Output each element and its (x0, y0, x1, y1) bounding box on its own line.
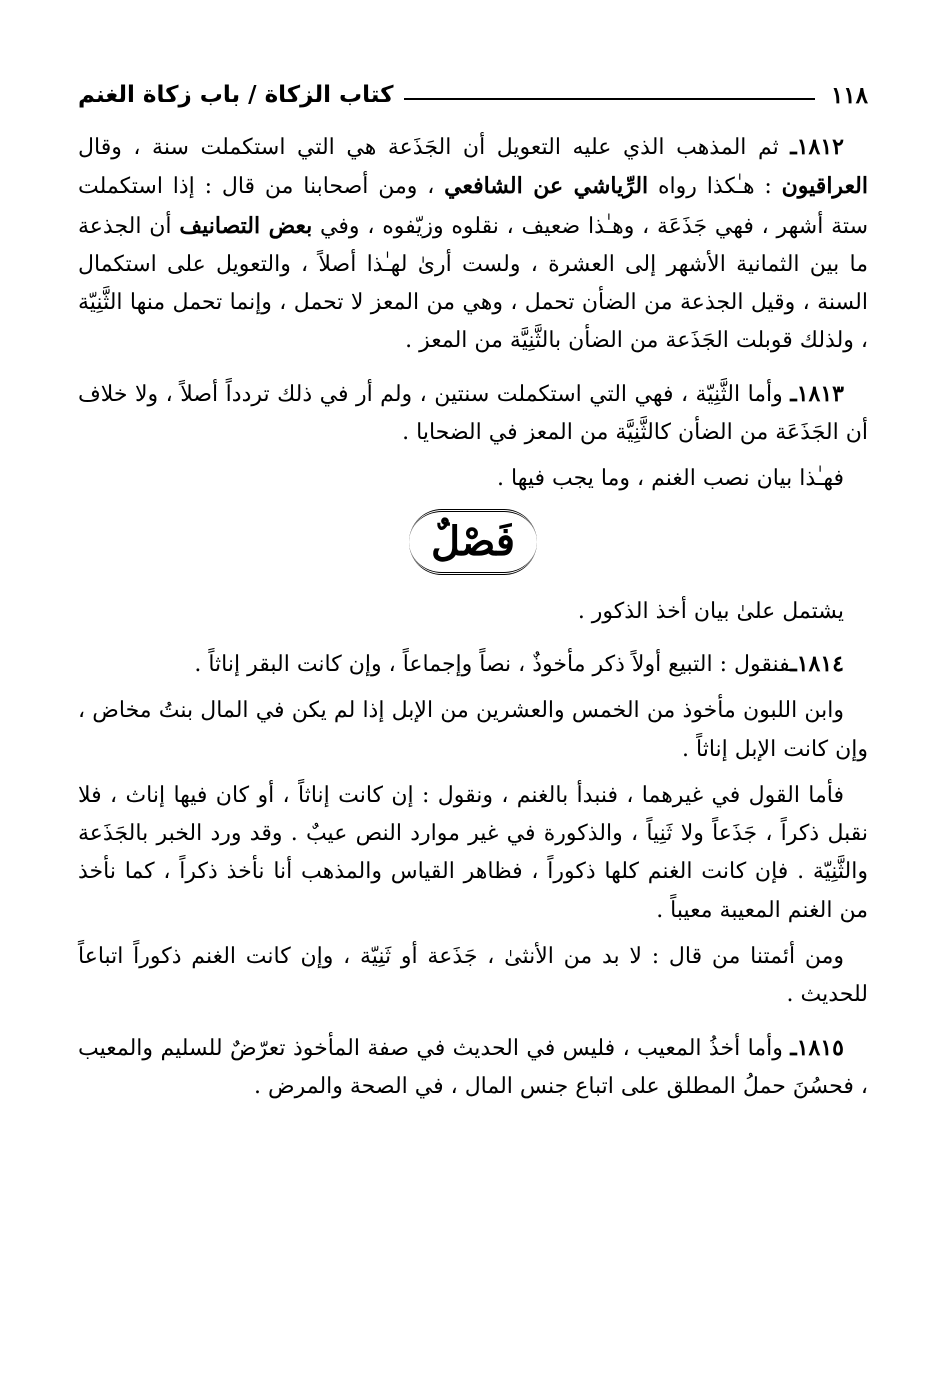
text-run: وأما أخذُ المعيب ، فليس في الحديث في صفة المأخوذ تعرّضٌ للسليم والمعيب ، فحسُنَ حملُ المطلق على اتباع جنس المال ، في الصحة والمرض . (78, 1035, 868, 1099)
text-run: وأما الثَّنِيّة ، فهي التي استكملت سنتين ، ولم أر في ذلك تردداً أصلاً ، ولا خلاف أن الجَذَعَة من الضأن كالثَّنِيَّة من المعز في الضحايا . (78, 381, 868, 446)
fasl-heading: فَصْلٌ (409, 509, 537, 575)
text-run: أن الجذعة ما بين الثمانية الأشهر إلى العشرة ، ولست أرىٰ لهـٰذا أصلاً ، والتعويل على استكمال السنة ، وقيل الجذعة من الضأن تحمل ، وهي من المعز لا تحمل ، وإنما تحمل منها الثَّنِيّة ، ولذلك قوبلت الجَذَعة من الضأن بالثَّنِيَّة من المعز . (78, 213, 868, 354)
page (78, 70, 868, 1106)
paragraph-1813 (78, 375, 868, 453)
text-run: ، ومن أصحابنا من قال : إذا استكملت ستة أشهر ، فهي جَذَعَة ، وهـٰذا ضعيف ، نقلوه وزيّفوه ، وفي (78, 174, 869, 239)
paragraph-number: ١٨١٢ـ (790, 134, 844, 160)
paragraph-number: ١٨١٥ـ (790, 1034, 844, 1061)
bold-term: الرِّياشي عن الشافعي (444, 173, 649, 200)
paragraph-other-animals: فأما القول في غيرهما ، فنبدأ بالغنم ، ونقول : إن كانت إناثاً ، أو كان فيها إناث ، فلا نقبل ذكراً ، جَذَعاً ولا ثَنِياً ، والذكورة في غير موارد النص عيبٌ . وقد ورد الخبر بالجَذَعة والثَّنِيّة . فإن كانت الغنم كلها ذكوراً ، فظاهر القياس والمذهب أنا نأخذ ذكراً ، كما نأخذ من الغنم المعيبة معيباً . (78, 782, 868, 923)
paragraph-1815 (78, 1029, 868, 1107)
page-number: ١١٨ (830, 81, 868, 109)
paragraph-number: ١٨١٣ـ (790, 380, 844, 407)
paragraph-1814 (78, 645, 868, 684)
bold-term: بعض التصانيف (179, 212, 313, 239)
section-intro: يشتمل علىٰ بيان أخذ الذكور . (577, 598, 844, 624)
text-run: فنقول : التبيع أولاً ذكر مأخوذٌ ، نصاً وإجماعاً ، وإن كانت البقر إناثاً . (194, 651, 791, 677)
paragraph-ibn-labun: وابن اللبون مأخوذ من الخمس والعشرين من الإبل إذا لم يكن في المال بنتُ مخاض ، وإن كانت الإبل إناثاً . (78, 698, 868, 762)
paragraph-1812 (78, 128, 868, 361)
paragraph-imams-view: ومن أئمتنا من قال : لا بد من الأنثىٰ ، جَذَعة أو ثَنِيّة ، وإن كانت الغنم ذكوراً اتباعاً للحديث . (78, 944, 868, 1008)
section-ornament (78, 499, 868, 593)
text-run: ثم المذهب الذي عليه التعويل أن الجَذَعة هي التي استكملت سنة ، وقال (78, 135, 791, 160)
header-rule (404, 98, 815, 100)
running-header (78, 70, 868, 120)
header-title: كتاب الزكاة / باب زكاة الغنم (78, 82, 394, 108)
bold-term: العراقيون (781, 173, 868, 200)
paragraph-number: ١٨١٤ـ (790, 650, 844, 677)
summary-line: فهـٰذا بيان نصب الغنم ، وما يجب فيها . (497, 466, 844, 492)
text-run: : هـٰكذا رواه (648, 174, 782, 200)
